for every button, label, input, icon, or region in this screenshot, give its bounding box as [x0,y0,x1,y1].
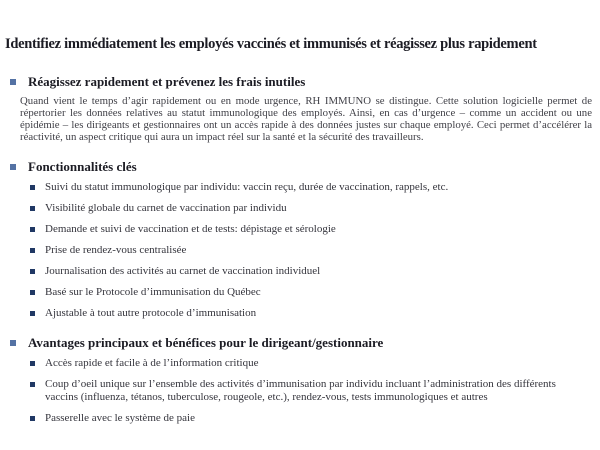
list-item-label: Visibilité globale du carnet de vaccination par individu [45,202,287,215]
list-item [0,286,600,299]
intro-paragraph: Quand vient le temps d’agir rapidement ou en mode urgence, RH IMMUNO se distingue. Cette solution logicielle permet de répertorier les données relatives au statut immunologique des employés. Ainsi, en cas d’urgence – comme un accident ou une épidémie – les dirigeants et gestionnaires ont un accès rapide à des données justes sur chaque employé. Ceci permet d’accélérer la réactivité, un aspect critique qui aura un impact réel sur la santé et la sécurité des travailleurs. [20,95,592,144]
bullet-square-icon [30,361,35,366]
benefit-list [0,357,600,425]
list-item [0,307,600,320]
list-item [0,181,600,194]
bullet-square-icon [30,382,35,387]
bullet-square-icon [30,311,35,316]
page-title: Identifiez immédiatement les employés vaccinés et immunisés et réagissez plus rapidement [5,36,537,52]
list-item-label: Passerelle avec le système de paie [45,412,195,425]
section-heading: Réagissez rapidement et prévenez les frais inutiles [28,74,306,90]
bullet-square-icon [30,206,35,211]
section-heading-row [0,74,600,90]
bullet-square-icon [30,248,35,253]
bullet-square-icon [10,79,16,85]
list-item-label: Journalisation des activités au carnet de vaccination individuel [45,265,321,278]
section-heading-row [0,159,600,175]
list-item-label: Demande et suivi de vaccination et de tests: dépistage et sérologie [45,223,336,236]
list-item-label: Prise de rendez-vous centralisée [45,244,187,257]
bullet-square-icon [30,227,35,232]
list-item [0,357,600,370]
list-item [0,265,600,278]
section-heading: Fonctionnalités clés [28,159,137,175]
list-item-label: Basé sur le Protocole d’immunisation du Québec [45,286,261,299]
bullet-square-icon [30,416,35,421]
list-item [0,412,600,425]
bullet-square-icon [10,340,16,346]
feature-list [0,181,600,320]
bullet-square-icon [30,185,35,190]
list-item-label: Coup d’oeil unique sur l’ensemble des activités d’immunisation par individu incluant l’administration des différents vaccins (influenza, tétanos, tuberculose, rougeole, etc.), rendez-vous, tests immunologiques et autres [45,378,556,404]
list-item [0,202,600,215]
list-item-label: Suivi du statut immunologique par individu: vaccin reçu, durée de vaccination, rappels, etc. [45,181,449,194]
section-heading: Avantages principaux et bénéfices pour le dirigeant/gestionnaire [28,335,384,351]
section-heading-row [0,335,600,351]
bullet-square-icon [30,290,35,295]
list-item [0,223,600,236]
bullet-square-icon [30,269,35,274]
list-item [0,378,600,404]
list-item [0,244,600,257]
list-item-label: Ajustable à tout autre protocole d’immunisation [45,307,257,320]
list-item-label: Accès rapide et facile à de l’information critique [45,357,259,370]
bullet-square-icon [10,164,16,170]
